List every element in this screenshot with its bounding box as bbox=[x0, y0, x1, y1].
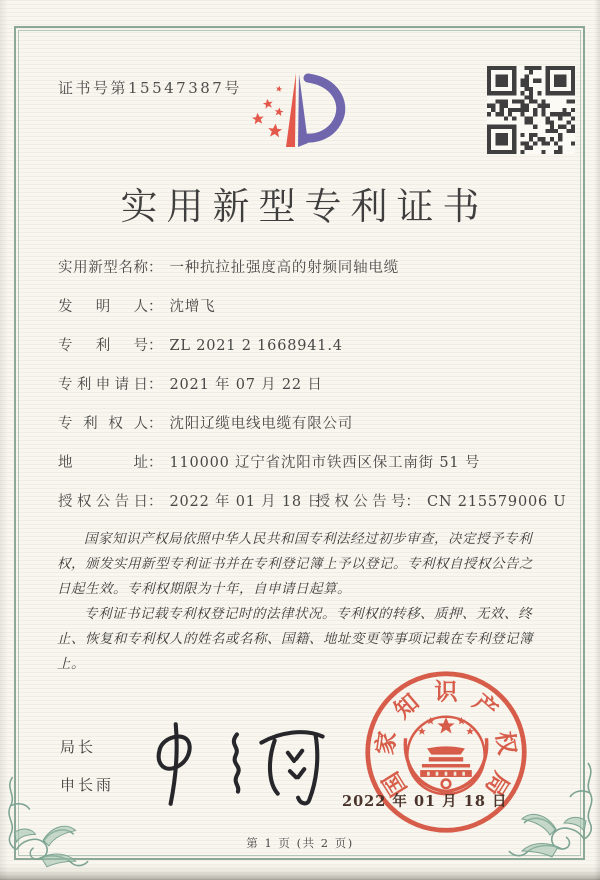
svg-text:识: 识 bbox=[434, 678, 458, 706]
field-row-inventor bbox=[58, 297, 564, 317]
field-value: CN 215579006 U bbox=[427, 494, 567, 510]
director-title: 局长 bbox=[60, 738, 97, 756]
colon: ： bbox=[148, 338, 163, 354]
svg-text:产: 产 bbox=[467, 688, 503, 725]
national-emblem-icon bbox=[405, 717, 486, 794]
field-value: 110000 辽宁省沈阳市铁西区保工南街 51 号 bbox=[169, 455, 481, 471]
field-label: 专利权人 bbox=[58, 416, 148, 432]
field-row-name bbox=[58, 258, 564, 278]
qr-code-icon bbox=[487, 66, 575, 154]
colon: ： bbox=[148, 299, 163, 315]
svg-text:国: 国 bbox=[377, 766, 413, 801]
fields-section bbox=[58, 258, 567, 531]
corner-ornament-right-icon bbox=[508, 750, 598, 868]
field-label: 专利号 bbox=[58, 338, 148, 354]
colon: ： bbox=[148, 260, 163, 276]
legal-paragraph-1: 国家知识产权局依照中华人民共和国专利法经过初步审查，决定授予专利权，颁发实用新型专利证书并在专利登记簿上予以登记。专利权自授权公告之日起生效。专利权期限为十年，自申请日起算。 bbox=[57, 531, 533, 597]
field-label: 授权公告日 bbox=[58, 494, 148, 510]
photo-edge-right bbox=[594, 0, 600, 880]
colon: ： bbox=[148, 377, 163, 393]
svg-text:知: 知 bbox=[389, 688, 425, 725]
field-label: 专利申请日 bbox=[58, 377, 148, 393]
field-value: 一种抗拉扯强度高的射频同轴电缆 bbox=[169, 260, 399, 276]
page-title: 实用新型专利证书 bbox=[120, 185, 489, 228]
corner-ornament-left-icon bbox=[3, 772, 89, 870]
certificate-number: 证书号第15547387号 bbox=[58, 79, 242, 97]
field-label: 授权公告号 bbox=[315, 494, 406, 510]
legal-text-section bbox=[57, 527, 546, 677]
field-value: ZL 2021 2 1668941.4 bbox=[169, 338, 343, 354]
field-row-grant bbox=[58, 492, 567, 512]
seal-date: 2022 年 01 月 18 日 bbox=[342, 793, 508, 810]
field-value: 2022 年 01 月 18 日 bbox=[169, 494, 323, 510]
field-row-filing-date bbox=[58, 375, 564, 395]
svg-text:家: 家 bbox=[371, 729, 402, 757]
colon: ： bbox=[148, 455, 163, 471]
photo-edge-bottom bbox=[0, 864, 600, 880]
logo-p-curve bbox=[305, 78, 341, 138]
field-row-patent-no bbox=[58, 336, 564, 356]
official-seal-icon bbox=[360, 666, 532, 838]
field-value: 沈阳辽缆电线电缆有限公司 bbox=[169, 416, 354, 432]
field-label: 地址 bbox=[58, 455, 148, 471]
logo-spike-red bbox=[286, 73, 296, 147]
page-number: 第 1 页 (共 2 页) bbox=[246, 836, 354, 850]
colon: ： bbox=[405, 494, 420, 510]
cnipa-patent-logo-icon bbox=[246, 58, 358, 166]
field-value: 2021 年 07 月 22 日 bbox=[169, 377, 323, 393]
field-value: 沈增飞 bbox=[169, 299, 216, 315]
director-signature-icon bbox=[135, 712, 347, 814]
director-name: 申长雨 bbox=[60, 776, 115, 794]
field-row-patentee bbox=[58, 414, 564, 434]
svg-text:权: 权 bbox=[490, 729, 521, 757]
colon: ： bbox=[148, 494, 163, 510]
field-label: 发明人 bbox=[58, 299, 148, 315]
svg-text:局: 局 bbox=[479, 766, 515, 801]
legal-paragraph-2: 专利证书记载专利权登记时的法律状况。专利权的转移、质押、无效、终止、恢复和专利权人的姓名或名称、国籍、地址变更等事项记载在专利登记簿上。 bbox=[57, 606, 533, 672]
photo-edge-left bbox=[0, 0, 8, 880]
field-row-address bbox=[58, 453, 564, 473]
logo-stars-icon bbox=[251, 85, 283, 137]
colon: ： bbox=[148, 416, 163, 432]
field-label: 实用新型名称 bbox=[58, 260, 148, 276]
